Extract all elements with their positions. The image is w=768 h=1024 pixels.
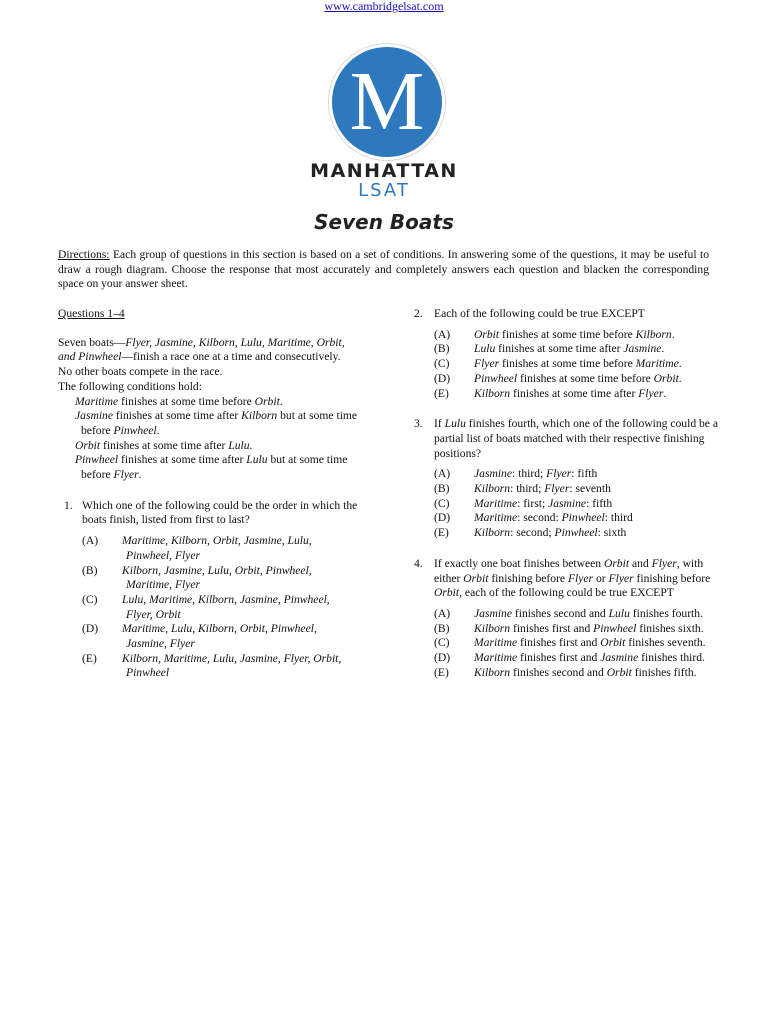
question-stem: If exactly one boat finishes between Orbit and Flyer, with either Orbit finishing before Flyer or Flyer finishing before Orbit, each of the following could be true EXCEPT xyxy=(434,556,711,600)
left-column xyxy=(58,307,358,681)
question-stem: Which one of the following could be the order in which the boats finish, listed from first to last? xyxy=(82,498,358,527)
condition-2: Jasmine finishes at some time after Kilborn but at some time before Pinwheel. xyxy=(75,409,358,437)
brand-name: MANHATTAN xyxy=(310,160,458,182)
answer-option[interactable]: (D) Maritime: second: Pinwheel: third xyxy=(434,511,633,525)
answer-option[interactable]: (D) Pinwheel finishes at some time before Orbit. xyxy=(434,371,682,385)
brand-subtitle: LSAT xyxy=(358,180,410,201)
header-url-link[interactable]: www.cambridgelsat.com xyxy=(324,0,444,13)
answer-option[interactable]: (A) Jasmine: third; Flyer: fifth xyxy=(434,467,598,481)
manhattan-logo xyxy=(329,44,445,160)
answer-option[interactable]: (A) Orbit finishes at some time before Kilborn. xyxy=(434,327,675,341)
intro-suffix: —finish a race one at a time and consecutively. xyxy=(121,350,341,364)
question-stem: If Lulu finishes fourth, which one of the following could be a partial list of boats matched with their respective finishing positions? xyxy=(434,417,718,460)
answer-option[interactable]: (B) Kilborn finishes first and Pinwheel finishes sixth. xyxy=(434,621,704,635)
question-number: 3. xyxy=(414,417,423,431)
directions-text: Each group of questions in this section is based on a set of conditions. In answering some of the questions, it may be useful to draw a rough diagram. Choose the response that most accurately and completely answers each question and blacken the corresponding space on your answer sheet. xyxy=(58,248,709,291)
answer-option[interactable]: (E) Kilborn finishes second and Orbit finishes fifth. xyxy=(434,665,697,679)
condition-1: Maritime finishes at some time before Orbit. xyxy=(75,394,283,408)
question-4 xyxy=(410,557,720,681)
intro-prefix: Seven boats— xyxy=(58,335,126,349)
intro-boats: Flyer, Jasmine, Kilborn, Lulu, Maritime, Orbit, and Pinwheel xyxy=(58,335,345,364)
answer-option[interactable]: (B) Lulu finishes at some time after Jasmine. xyxy=(434,342,665,356)
condition-3: Orbit finishes at some time after Lulu. xyxy=(75,438,253,452)
question-stem: Each of the following could be true EXCEPT xyxy=(434,307,645,320)
condition-4: Pinwheel finishes at some time after Lulu but at some time before Flyer. xyxy=(75,453,348,482)
directions-label: Directions: xyxy=(58,248,110,261)
answer-option[interactable]: (A) Jasmine finishes second and Lulu finishes fourth. xyxy=(434,606,703,620)
answer-option[interactable]: (E) Kilborn finishes at some time after Flyer. xyxy=(434,386,667,400)
answer-option[interactable]: (E) Kilborn, Maritime, Lulu, Jasmine, Flyer, Orbit, Pinwheel xyxy=(82,651,342,680)
answer-option[interactable]: (A) Maritime, Kilborn, Orbit, Jasmine, Lulu, Pinwheel, Flyer xyxy=(82,534,312,562)
answer-option[interactable]: (B) Kilborn, Jasmine, Lulu, Orbit, Pinwheel, Maritime, Flyer xyxy=(82,563,312,592)
setup-intro xyxy=(58,336,358,365)
page-title: Seven Boats xyxy=(314,210,454,234)
question-number: 4. xyxy=(414,556,423,570)
answer-option[interactable]: (B) Kilborn: third; Flyer: seventh xyxy=(434,482,611,496)
questions-heading: Questions 1–4 xyxy=(58,307,125,320)
answer-option[interactable]: (D) Maritime, Lulu, Kilborn, Orbit, Pinwheel, Jasmine, Flyer xyxy=(82,622,317,651)
answer-option[interactable]: (C) Flyer finishes at some time before Maritime. xyxy=(434,357,682,371)
answer-option[interactable]: (C) Maritime: first; Jasmine: fifth xyxy=(434,496,613,510)
answer-option[interactable]: (C) Maritime finishes first and Orbit finishes seventh. xyxy=(434,636,706,650)
answer-option[interactable]: (C) Lulu, Maritime, Kilborn, Jasmine, Pinwheel, Flyer, Orbit xyxy=(82,592,330,621)
question-2 xyxy=(410,307,720,401)
answer-option[interactable]: (D) Maritime finishes first and Jasmine finishes third. xyxy=(434,651,705,665)
conditions-label: The following conditions hold: xyxy=(58,379,202,393)
question-number: 1. xyxy=(64,498,73,512)
question-3 xyxy=(410,417,720,541)
question-number: 2. xyxy=(414,307,423,320)
logo-letter: M xyxy=(332,47,442,157)
question-1 xyxy=(58,499,358,681)
directions-paragraph xyxy=(58,248,709,292)
answer-option[interactable]: (E) Kilborn: second; Pinwheel: sixth xyxy=(434,526,627,540)
no-other-boats: No other boats compete in the race. xyxy=(58,365,223,379)
right-column xyxy=(410,307,720,680)
